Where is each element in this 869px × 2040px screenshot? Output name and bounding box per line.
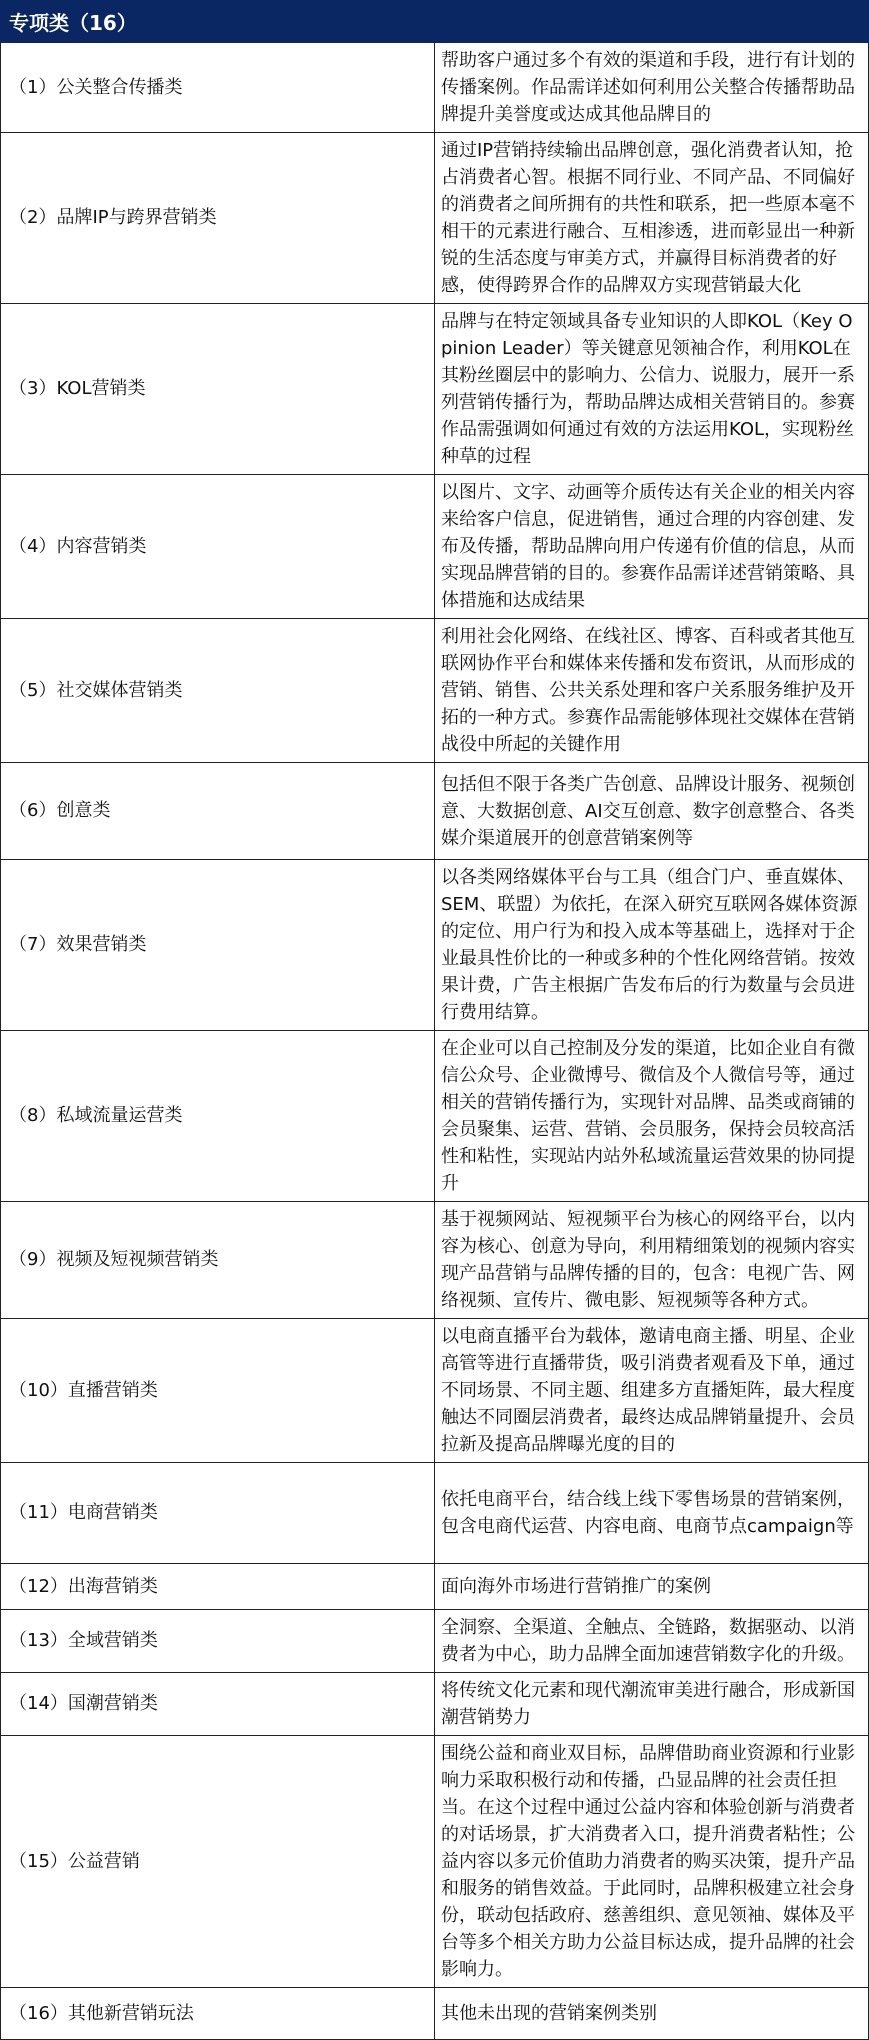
table-row: [1, 1673, 869, 1736]
category-label: （16）其他新营销玩法: [1, 1988, 435, 2040]
category-label: （8）私域流量运营类: [1, 1031, 435, 1202]
table-row: [1, 43, 869, 133]
category-label: （6）创意类: [1, 763, 435, 860]
table-row: [1, 1319, 869, 1463]
table-header-row: [1, 1, 869, 43]
category-description: 以图片、文字、动画等介质传达有关企业的相关内容来给客户信息，促进销售，通过合理的内容创建、发布及传播，帮助品牌向用户传递有价值的信息，从而实现品牌营销的目的。参赛作品需详述营销策略、具体措施和达成结果: [435, 475, 869, 619]
category-label: （3）KOL营销类: [1, 304, 435, 475]
category-label: （1）公关整合传播类: [1, 43, 435, 133]
category-description: 在企业可以自己控制及分发的渠道，比如企业自有微信公众号、企业微博号、微信及个人微信号等，通过相关的营销传播行为，实现针对品牌、品类或商铺的会员聚集、运营、营销、会员服务，保持会员较高活性和粘性，实现站内站外私域流量运营效果的协同提升: [435, 1031, 869, 1202]
category-label: （10）直播营销类: [1, 1319, 435, 1463]
category-description: 品牌与在特定领域具备专业知识的人即KOL（Key Opinion Leader）等关键意见领袖合作，利用KOL在其粉丝圈层中的影响力、公信力、说服力，展开一系列营销传播行为，帮助品牌达成相关营销目的。参赛作品需强调如何通过有效的方法运用KOL，实现粉丝种草的过程: [435, 304, 869, 475]
category-label: （15）公益营销: [1, 1736, 435, 1988]
category-description: 利用社会化网络、在线社区、博客、百科或者其他互联网协作平台和媒体来传播和发布资讯，从而形成的营销、销售、公共关系处理和客户关系服务维护及开拓的一种方式。参赛作品需能够体现社交媒体在营销战役中所起的关键作用: [435, 619, 869, 763]
table-row: [1, 133, 869, 304]
category-label: （12）出海营销类: [1, 1564, 435, 1610]
category-description: 通过IP营销持续输出品牌创意，强化消费者认知，抢占消费者心智。根据不同行业、不同产品、不同偏好的消费者之间所拥有的共性和联系，把一些原本毫不相干的元素进行融合、互相渗透，进而彰显出一种新锐的生活态度与审美方式，并赢得目标消费者的好感，使得跨界合作的品牌双方实现营销最大化: [435, 133, 869, 304]
table-row: [1, 1610, 869, 1673]
category-description: 围绕公益和商业双目标，品牌借助商业资源和行业影响力采取积极行动和传播，凸显品牌的社会责任担当。在这个过程中通过公益内容和体验创新与消费者的对话场景，扩大消费者入口，提升消费者粘性；公益内容以多元价值助力消费者的购买决策，提升产品和服务的销售效益。于此同时，品牌积极建立社会身份，联动包括政府、慈善组织、意见领袖、媒体及平台等多个相关方助力公益目标达成，提升品牌的社会影响力。: [435, 1736, 869, 1988]
table-row: [1, 1564, 869, 1610]
category-description: 以各类网络媒体平台与工具（组合门户、垂直媒体、SEM、联盟）为依托，在深入研究互联网各媒体资源的定位、用户行为和投入成本等基础上，选择对于企业最具性价比的一种或多种的个性化网络营销。按效果计费，广告主根据广告发布后的行为数量与会员进行费用结算。: [435, 860, 869, 1031]
category-description: 包括但不限于各类广告创意、品牌设计服务、视频创意、大数据创意、AI交互创意、数字创意整合、各类媒介渠道展开的创意营销案例等: [435, 763, 869, 860]
category-description: 其他未出现的营销案例类别: [435, 1988, 869, 2040]
table-row: [1, 763, 869, 860]
category-label: （11）电商营销类: [1, 1463, 435, 1564]
category-description: 帮助客户通过多个有效的渠道和手段，进行有计划的传播案例。作品需详述如何利用公关整合传播帮助品牌提升美誉度或达成其他品牌目的: [435, 43, 869, 133]
table-row: [1, 619, 869, 763]
category-label: （14）国潮营销类: [1, 1673, 435, 1736]
table-row: [1, 1736, 869, 1988]
category-description: 以电商直播平台为载体，邀请电商主播、明星、企业高管等进行直播带货，吸引消费者观看及下单，通过不同场景、不同主题、组建多方直播矩阵，最大程度触达不同圈层消费者，最终达成品牌销量提升、会员拉新及提高品牌曝光度的目的: [435, 1319, 869, 1463]
table-row: [1, 1988, 869, 2040]
category-label: （2）品牌IP与跨界营销类: [1, 133, 435, 304]
category-label: （13）全域营销类: [1, 1610, 435, 1673]
table-row: [1, 1463, 869, 1564]
category-description: 面向海外市场进行营销推广的案例: [435, 1564, 869, 1610]
category-description: 依托电商平台，结合线上线下零售场景的营销案例，包含电商代运营、内容电商、电商节点campaign等: [435, 1463, 869, 1564]
table-row: [1, 1202, 869, 1319]
category-description: 基于视频网站、短视频平台为核心的网络平台，以内容为核心、创意为导向，利用精细策划的视频内容实现产品营销与品牌传播的目的，包含：电视广告、网络视频、宣传片、微电影、短视频等各种方式。: [435, 1202, 869, 1319]
table-row: [1, 860, 869, 1031]
category-description: 全洞察、全渠道、全触点、全链路，数据驱动、以消费者为中心，助力品牌全面加速营销数字化的升级。: [435, 1610, 869, 1673]
table-row: [1, 475, 869, 619]
table-row: [1, 304, 869, 475]
category-label: （9）视频及短视频营销类: [1, 1202, 435, 1319]
table-title: 专项类（16）: [1, 1, 869, 43]
category-label: （5）社交媒体营销类: [1, 619, 435, 763]
category-label: （4）内容营销类: [1, 475, 435, 619]
category-label: （7）效果营销类: [1, 860, 435, 1031]
table-row: [1, 1031, 869, 1202]
category-description: 将传统文化元素和现代潮流审美进行融合，形成新国潮营销势力: [435, 1673, 869, 1736]
